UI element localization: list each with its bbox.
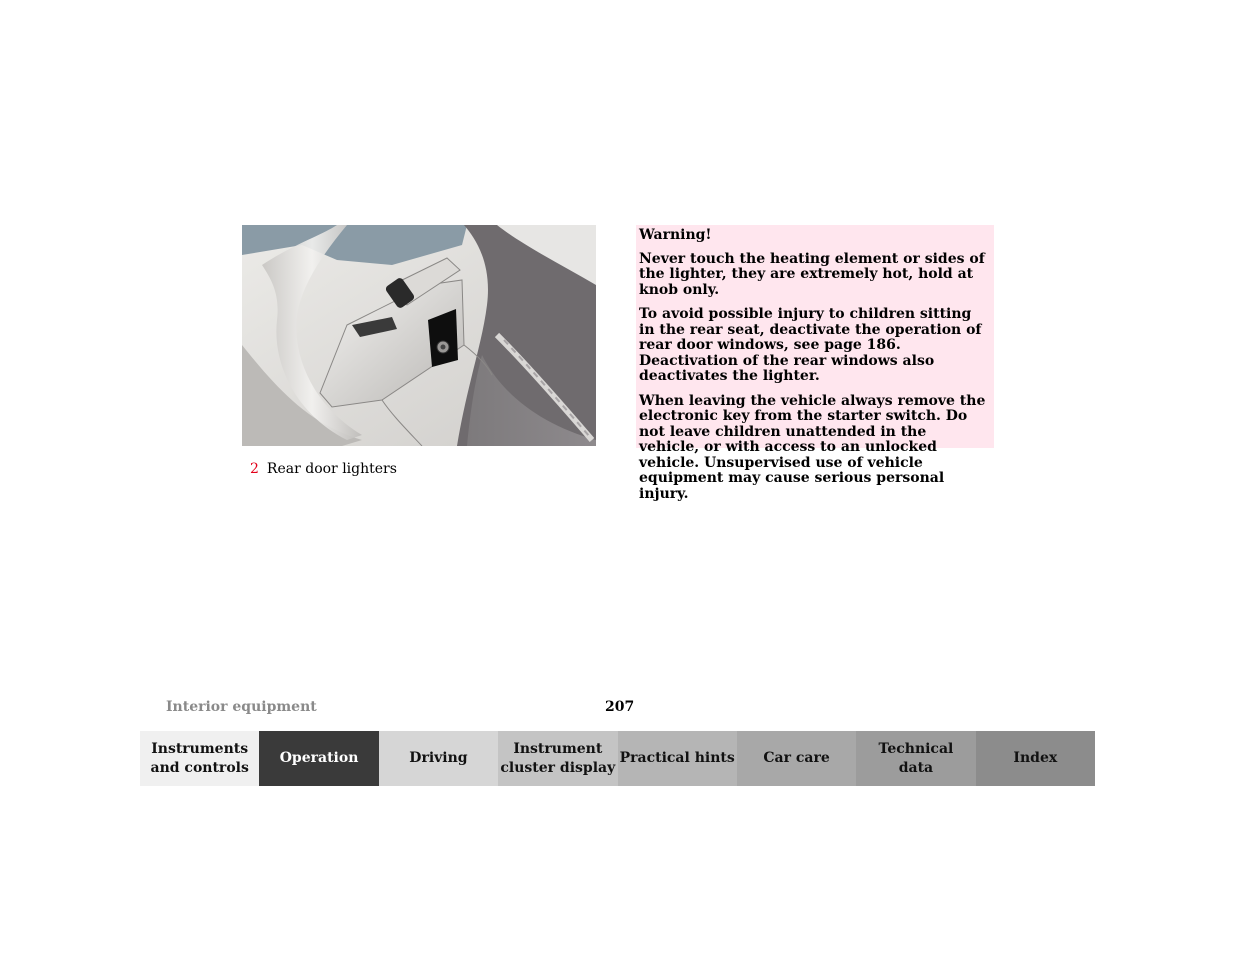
tab-operation[interactable]: Operation xyxy=(259,731,378,786)
chapter-navigation xyxy=(140,731,1095,786)
tab-technical-data[interactable]: Technical data xyxy=(856,731,975,786)
warning-paragraph: To avoid possible injury to children sitting in the rear seat, deactivate the operation of rear door windows, see page 186. Deactivation of the rear windows also deactivates the lighter. xyxy=(639,306,982,384)
caption-text: Rear door lighters xyxy=(266,461,397,477)
section-title: Interior equipment xyxy=(166,699,317,715)
figure-caption xyxy=(250,460,397,478)
tab-index[interactable]: Index xyxy=(976,731,1095,786)
tab-driving[interactable]: Driving xyxy=(379,731,498,786)
door-lighter-drawing xyxy=(242,225,596,446)
lighter-illustration xyxy=(242,225,596,446)
warning-title: Warning! xyxy=(639,227,712,243)
warning-paragraph: When leaving the vehicle always remove the electronic key from the starter switch. Do not leave children unattended in the vehicle, or with access to an unlocked vehicle. Unsupervised use of vehicle equipment may cause serious personal injury. xyxy=(639,392,986,502)
tab-instruments-and-controls[interactable]: Instruments and controls xyxy=(140,731,259,786)
caption-number: 2 xyxy=(250,461,259,477)
tab-practical-hints[interactable]: Practical hints xyxy=(618,731,737,786)
page-number: 207 xyxy=(605,699,635,715)
tab-instrument-cluster-display[interactable]: Instrument cluster display xyxy=(498,731,617,786)
warning-paragraph: Never touch the heating element or sides of the lighter, they are extremely hot, hold at knob only. xyxy=(639,250,985,298)
warning-box xyxy=(636,225,994,502)
tab-car-care[interactable]: Car care xyxy=(737,731,856,786)
